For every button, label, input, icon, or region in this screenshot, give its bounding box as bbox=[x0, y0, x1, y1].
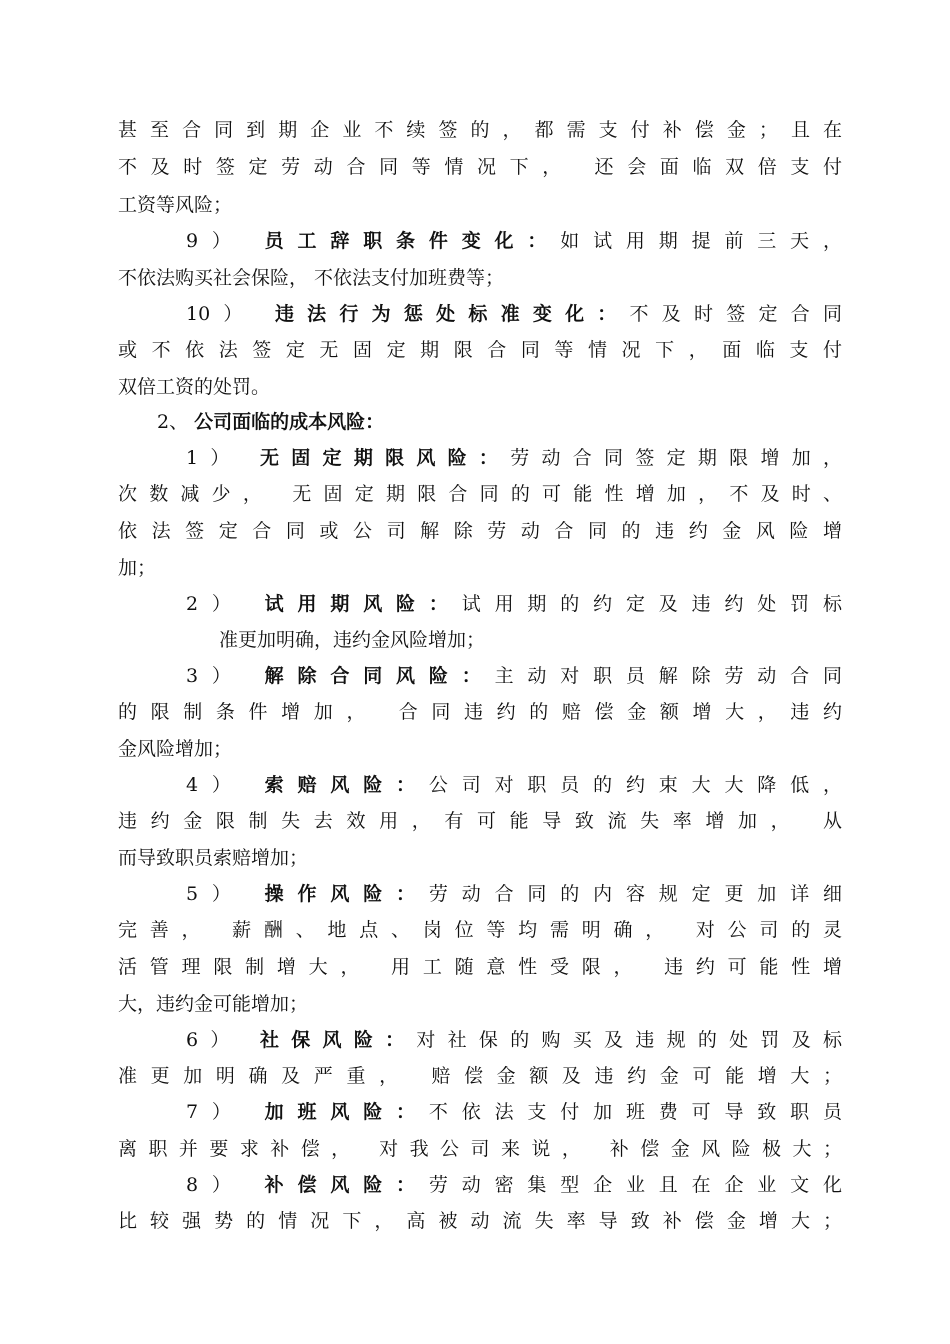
line-text: 金风险增加； bbox=[118, 738, 233, 760]
text-line bbox=[118, 992, 842, 1016]
item-heading: 公司面临的成本风险： bbox=[194, 411, 385, 433]
item-number: 5） bbox=[186, 883, 245, 905]
item-heading: 解除合同风险： bbox=[264, 665, 495, 687]
item-number: 2） bbox=[186, 593, 245, 615]
item-number: 10） bbox=[186, 303, 256, 325]
item-heading: 无固定期限风险： bbox=[259, 447, 511, 469]
item-number: 2、 bbox=[157, 411, 189, 433]
line-text: 双倍工资的处罚。 bbox=[118, 376, 271, 398]
line-text: 准更加明确，违约金风险增加； bbox=[219, 629, 486, 651]
text-line bbox=[118, 155, 842, 179]
text-line bbox=[186, 1028, 842, 1052]
line-text: 比较强势的情况下，高被动流失率导致补偿金增大； bbox=[118, 1210, 842, 1232]
line-text: 不依法购买社会保险， 不依法支付加班费等； bbox=[118, 267, 505, 289]
text-line bbox=[118, 482, 842, 506]
line-text: 完善， 薪酬、地点、岗位等均需明确， 对公司的灵 bbox=[118, 919, 842, 941]
line-text: 大，违约金可能增加； bbox=[118, 993, 309, 1015]
item-heading: 加班风险： bbox=[264, 1101, 429, 1123]
item-heading: 社保风险： bbox=[259, 1029, 417, 1051]
item-heading: 试用期风险： bbox=[264, 593, 462, 615]
text-line bbox=[118, 519, 842, 543]
text-line bbox=[118, 1209, 842, 1233]
line-text: 的限制条件增加， 合同违约的赔偿金额增大，违约 bbox=[118, 701, 842, 723]
line-text: 活管理限制增大， 用工随意性受限， 违约可能性增 bbox=[118, 956, 842, 978]
line-text: 违约金限制失去效用，有可能导致流失率增加， 从 bbox=[118, 810, 842, 832]
item-heading: 操作风险： bbox=[264, 883, 429, 905]
text-line bbox=[186, 1100, 842, 1124]
item-heading: 违法行为惩处标准变化： bbox=[274, 303, 630, 325]
line-text: 不及时签定合同 bbox=[629, 303, 842, 325]
text-line bbox=[186, 1173, 842, 1197]
text-line bbox=[186, 773, 842, 797]
line-text: 工资等风险； bbox=[118, 194, 233, 216]
line-text: 劳动密集型企业且在企业文化 bbox=[428, 1174, 842, 1196]
item-heading: 员工辞职条件变化： bbox=[264, 230, 561, 252]
text-line bbox=[157, 410, 842, 434]
text-line bbox=[219, 628, 842, 652]
line-text: 依法签定合同或公司解除劳动合同的违约金风险增 bbox=[118, 520, 842, 542]
line-text: 试用期的约定及违约处罚标 bbox=[461, 593, 842, 615]
text-line bbox=[118, 193, 842, 217]
line-text: 而导致职员索赔增加； bbox=[118, 847, 309, 869]
text-line bbox=[118, 266, 842, 290]
text-line bbox=[118, 118, 842, 142]
text-line bbox=[186, 882, 842, 906]
text-line bbox=[118, 809, 842, 833]
item-number: 6） bbox=[186, 1029, 242, 1051]
text-line bbox=[186, 302, 842, 326]
line-text: 主动对职员解除劳动合同 bbox=[494, 665, 842, 687]
text-line bbox=[186, 592, 842, 616]
line-text: 不依法支付加班费可导致职员 bbox=[428, 1101, 842, 1123]
item-number: 4） bbox=[186, 774, 245, 796]
item-number: 9） bbox=[186, 230, 245, 252]
text-line bbox=[118, 556, 842, 580]
line-text: 劳动合同的内容规定更加详细 bbox=[428, 883, 842, 905]
text-line bbox=[186, 229, 842, 253]
text-line bbox=[118, 1137, 842, 1161]
text-line bbox=[118, 918, 842, 942]
text-line bbox=[186, 664, 842, 688]
item-number: 3） bbox=[186, 665, 245, 687]
line-text: 不及时签定劳动合同等情况下， 还会面临双倍支付 bbox=[118, 156, 842, 178]
text-line bbox=[186, 446, 842, 470]
item-number: 7） bbox=[186, 1101, 245, 1123]
line-text: 对社保的购买及违规的处罚及标 bbox=[416, 1029, 842, 1051]
line-text: 准更加明确及严重， 赔偿金额及违约金可能增大； bbox=[118, 1065, 842, 1087]
line-text: 次数减少， 无固定期限合同的可能性增加，不及时、 bbox=[118, 483, 842, 505]
line-text: 甚至合同到期企业不续签的，都需支付补偿金；且在 bbox=[118, 119, 842, 141]
text-line bbox=[118, 955, 842, 979]
line-text: 加； bbox=[118, 557, 157, 579]
item-number: 8） bbox=[186, 1174, 245, 1196]
line-text: 如试用期提前三天， bbox=[560, 230, 842, 252]
line-text: 离职并要求补偿， 对我公司来说， 补偿金风险极大； bbox=[118, 1138, 842, 1160]
line-text: 公司对职员的约束大大降低， bbox=[428, 774, 842, 796]
item-heading: 索赔风险： bbox=[264, 774, 429, 796]
line-text: 劳动合同签定期限增加， bbox=[510, 447, 842, 469]
item-number: 1） bbox=[186, 447, 242, 469]
text-line bbox=[118, 1064, 842, 1088]
text-line bbox=[118, 846, 842, 870]
text-line bbox=[118, 375, 842, 399]
text-line bbox=[118, 737, 842, 761]
text-line bbox=[118, 338, 842, 362]
line-text: 或不依法签定无固定期限合同等情况下，面临支付 bbox=[118, 339, 842, 361]
item-heading: 补偿风险： bbox=[264, 1174, 429, 1196]
text-line bbox=[118, 700, 842, 724]
